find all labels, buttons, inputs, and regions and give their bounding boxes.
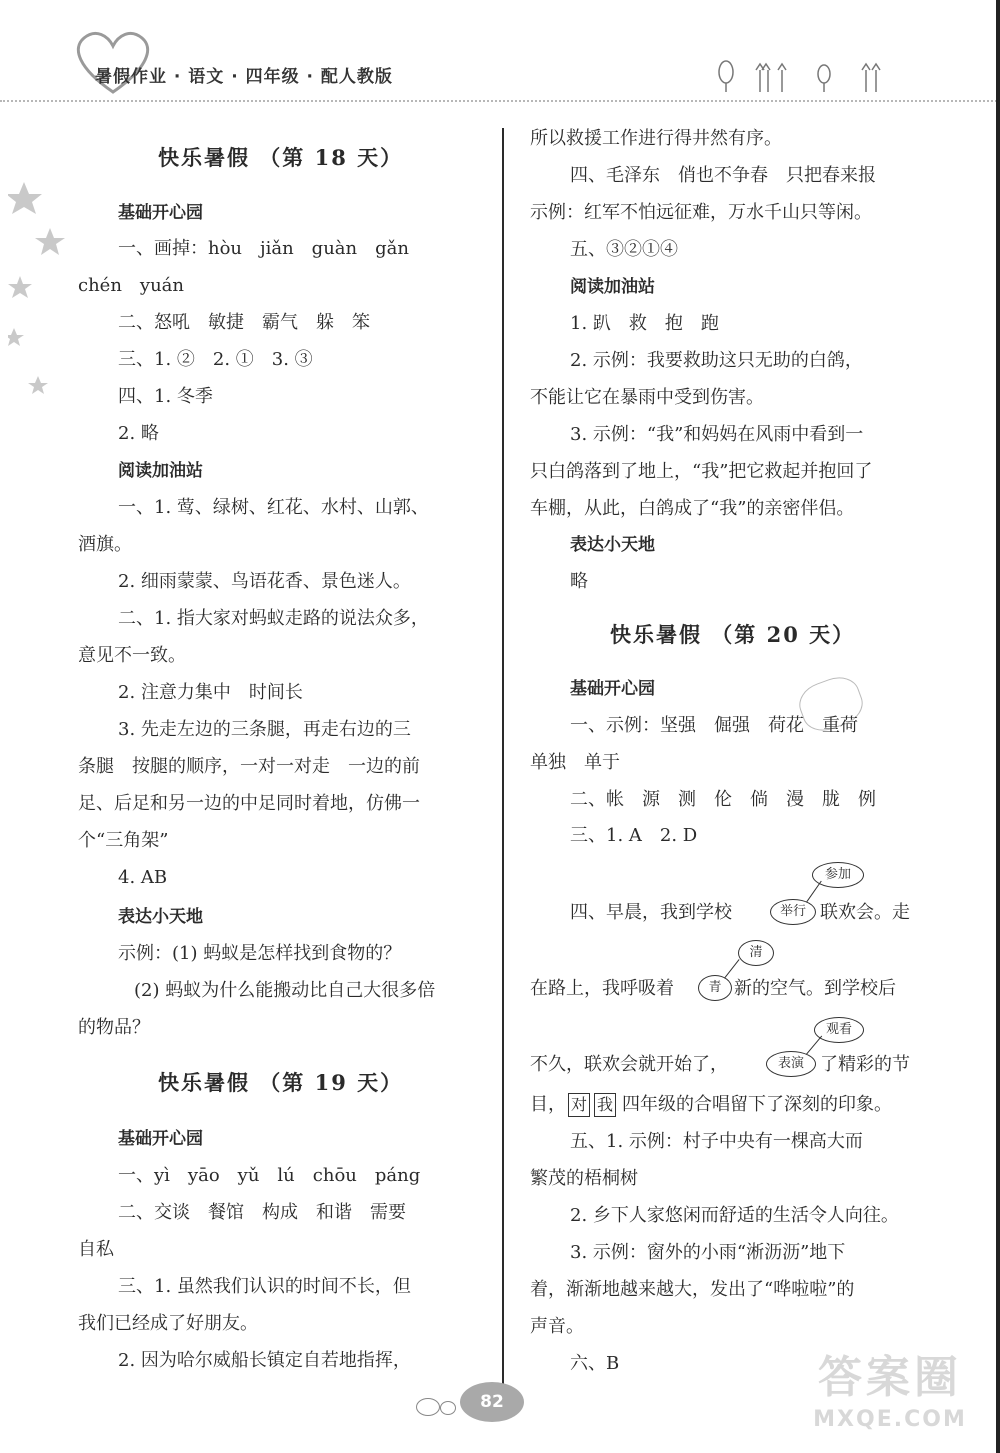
- day20-q5-cont: 繁茂的梧桐树: [530, 1168, 638, 1189]
- day18-r5-cont2: 足、后足和另一边的中足同时着地，仿佛一: [78, 793, 420, 814]
- day19-r1: 1. 趴 救 抱 跑: [570, 313, 719, 334]
- day20-q5: 五、1. 示例：村子中央有一棵高大而: [570, 1131, 863, 1152]
- day19-q2: 二、交谈 餐馆 构成 和谐 需要: [118, 1202, 406, 1223]
- circled-wrong-word: 青: [698, 975, 732, 1001]
- circled-wrong-word: 举行: [770, 899, 816, 925]
- day18-q4: 四、1. 冬季: [118, 386, 213, 407]
- day18-q2: 二、怒吼 敏捷 霸气 躲 笨: [118, 312, 370, 333]
- page-number: 82: [460, 1382, 524, 1422]
- stars-decoration-icon: [8, 180, 68, 410]
- day18-r3: 二、1. 指大家对蚂蚁走路的说法众多，: [118, 608, 429, 629]
- circled-wrong-word: 表演: [766, 1051, 816, 1077]
- day20-q4-line2: 在路上，我呼吸着: [530, 978, 674, 999]
- day18-e2-cont: 的物品？: [78, 1017, 150, 1038]
- day19-q2-cont: 自私: [78, 1239, 114, 1260]
- day20-title: 快乐暑假 （第 20 天）: [610, 622, 856, 647]
- day18-reading-heading: 阅读加油站: [118, 461, 203, 481]
- correction-word: 观看: [814, 1017, 864, 1043]
- day19-q5: 四、毛泽东 俏也不争春 只把春来报: [570, 165, 876, 186]
- day18-e1: 示例：(1) 蚂蚁是怎样找到食物的？: [118, 943, 402, 964]
- correction-word: 清: [738, 940, 774, 966]
- header-divider: [0, 100, 1000, 102]
- day20-q1: 一、示例：坚强 倔强 荷花 重荷: [570, 715, 858, 736]
- header-title: 暑假作业 · 语文 · 四年级 · 配人教版: [95, 67, 393, 87]
- day20-q4-line1: 四、早晨，我到学校: [570, 902, 732, 923]
- day19-reading-heading: 阅读加油站: [570, 277, 655, 297]
- watermark-logo: [790, 1350, 990, 1445]
- day18-q1: 一、画掉：hòu jiǎn guàn gǎn: [118, 238, 409, 259]
- day19-r3-cont1: 只白鸽落到了地上，“我”把它救起并抱回了: [530, 461, 873, 482]
- day20-q6: 六、B: [570, 1353, 620, 1374]
- correction-word: 参加: [812, 862, 864, 888]
- watermark-url: MXQE.COM: [813, 1407, 967, 1432]
- day19-q6: 五、③②①④: [570, 239, 678, 260]
- day20-q4-line3-end: 了精彩的节: [820, 1054, 910, 1075]
- day18-q4-2: 2. 略: [118, 423, 159, 444]
- day19-q1: 一、yì yāo yǔ lú chōu páng: [118, 1165, 421, 1186]
- day19-r3: 3. 示例：“我”和妈妈在风雨中看到一: [570, 424, 864, 445]
- day19-express-heading: 表达小天地: [570, 535, 655, 555]
- day18-title: 快乐暑假 （第 18 天）: [158, 145, 404, 170]
- day18-r5-cont3: 个“三角架”: [78, 830, 169, 851]
- day20-q4-line4: 目，: [530, 1094, 566, 1115]
- watermark-text: 答案圈: [818, 1352, 962, 1403]
- page-edge: [996, 0, 1000, 1453]
- day19-q5-example: 示例：红军不怕远征难，万水千山只等闲。: [530, 202, 872, 223]
- day20-q4-line2-end: 新的空气。到学校后: [734, 978, 896, 999]
- day18-r6: 4. AB: [118, 867, 168, 888]
- day18-q3: 三、1. ② 2. ① 3. ③: [118, 349, 313, 370]
- day20-q5-2: 2. 乡下人家悠闲而舒适的生活令人向往。: [570, 1205, 899, 1226]
- day19-cont-line: 所以救援工作进行得井然有序。: [530, 128, 782, 149]
- day18-r5-cont1: 条腿 按腿的顺序，一对一对走 一边的前: [78, 756, 420, 777]
- day19-r2-cont: 不能让它在暴雨中受到伤害。: [530, 387, 764, 408]
- decor-ring-icon: [440, 1401, 456, 1415]
- day20-q4-line3: 不久，联欢会就开始了，: [530, 1054, 728, 1075]
- day18-e2: (2) 蚂蚁为什么能搬动比自己大很多倍: [134, 980, 436, 1001]
- day19-q3-cont: 我们已经成了好朋友。: [78, 1313, 258, 1334]
- day18-express-heading: 表达小天地: [118, 907, 203, 927]
- day20-q3: 三、1. A 2. D: [570, 825, 698, 846]
- boxed-word: 我: [594, 1093, 616, 1117]
- day18-r2: 2. 细雨蒙蒙、鸟语花香、景色迷人。: [118, 571, 411, 592]
- day18-r1: 一、1. 莺、绿树、红花、水村、山郭、: [118, 497, 429, 518]
- day18-r5: 3. 先走左边的三条腿，再走右边的三: [118, 719, 411, 740]
- day18-q1-cont: chén yuán: [78, 275, 185, 296]
- day20-q1-cont: 单独 单于: [530, 752, 620, 773]
- day18-r3-cont: 意见不一致。: [78, 645, 186, 666]
- day18-r4: 2. 注意力集中 时间长: [118, 682, 303, 703]
- day20-q2: 二、帐 源 测 伦 倘 漫 胧 例: [570, 789, 876, 810]
- day19-e1: 略: [570, 571, 588, 592]
- day20-q4-line1-end: 联欢会。走: [820, 902, 910, 923]
- column-divider: [502, 128, 504, 1388]
- trees-decoration-icon: [712, 56, 902, 96]
- day19-q4: 2. 因为哈尔威船长镇定自若地指挥，: [118, 1350, 411, 1371]
- day20-q5-3-cont1: 着，渐渐地越来越大，发出了“哗啦啦”的: [530, 1279, 855, 1300]
- day18-basic-heading: 基础开心园: [118, 203, 203, 223]
- day19-q3: 三、1. 虽然我们认识的时间不长，但: [118, 1276, 411, 1297]
- day20-basic-heading: 基础开心园: [570, 679, 655, 699]
- day19-r2: 2. 示例：我要救助这只无助的白鸽，: [570, 350, 863, 371]
- day19-basic-heading: 基础开心园: [118, 1129, 203, 1149]
- day20-q5-3-cont2: 声音。: [530, 1316, 584, 1337]
- day19-r3-cont2: 车棚，从此，白鸽成了“我”的亲密伴侣。: [530, 498, 855, 519]
- boxed-word: 对: [568, 1093, 590, 1117]
- day20-q4-line4-end: 四年级的合唱留下了深刻的印象。: [622, 1094, 892, 1115]
- day20-q5-3: 3. 示例：窗外的小雨“淅沥沥”地下: [570, 1242, 846, 1263]
- day18-r1-cont: 酒旗。: [78, 534, 132, 555]
- day19-title: 快乐暑假 （第 19 天）: [158, 1070, 404, 1095]
- decor-ring-icon: [416, 1398, 440, 1416]
